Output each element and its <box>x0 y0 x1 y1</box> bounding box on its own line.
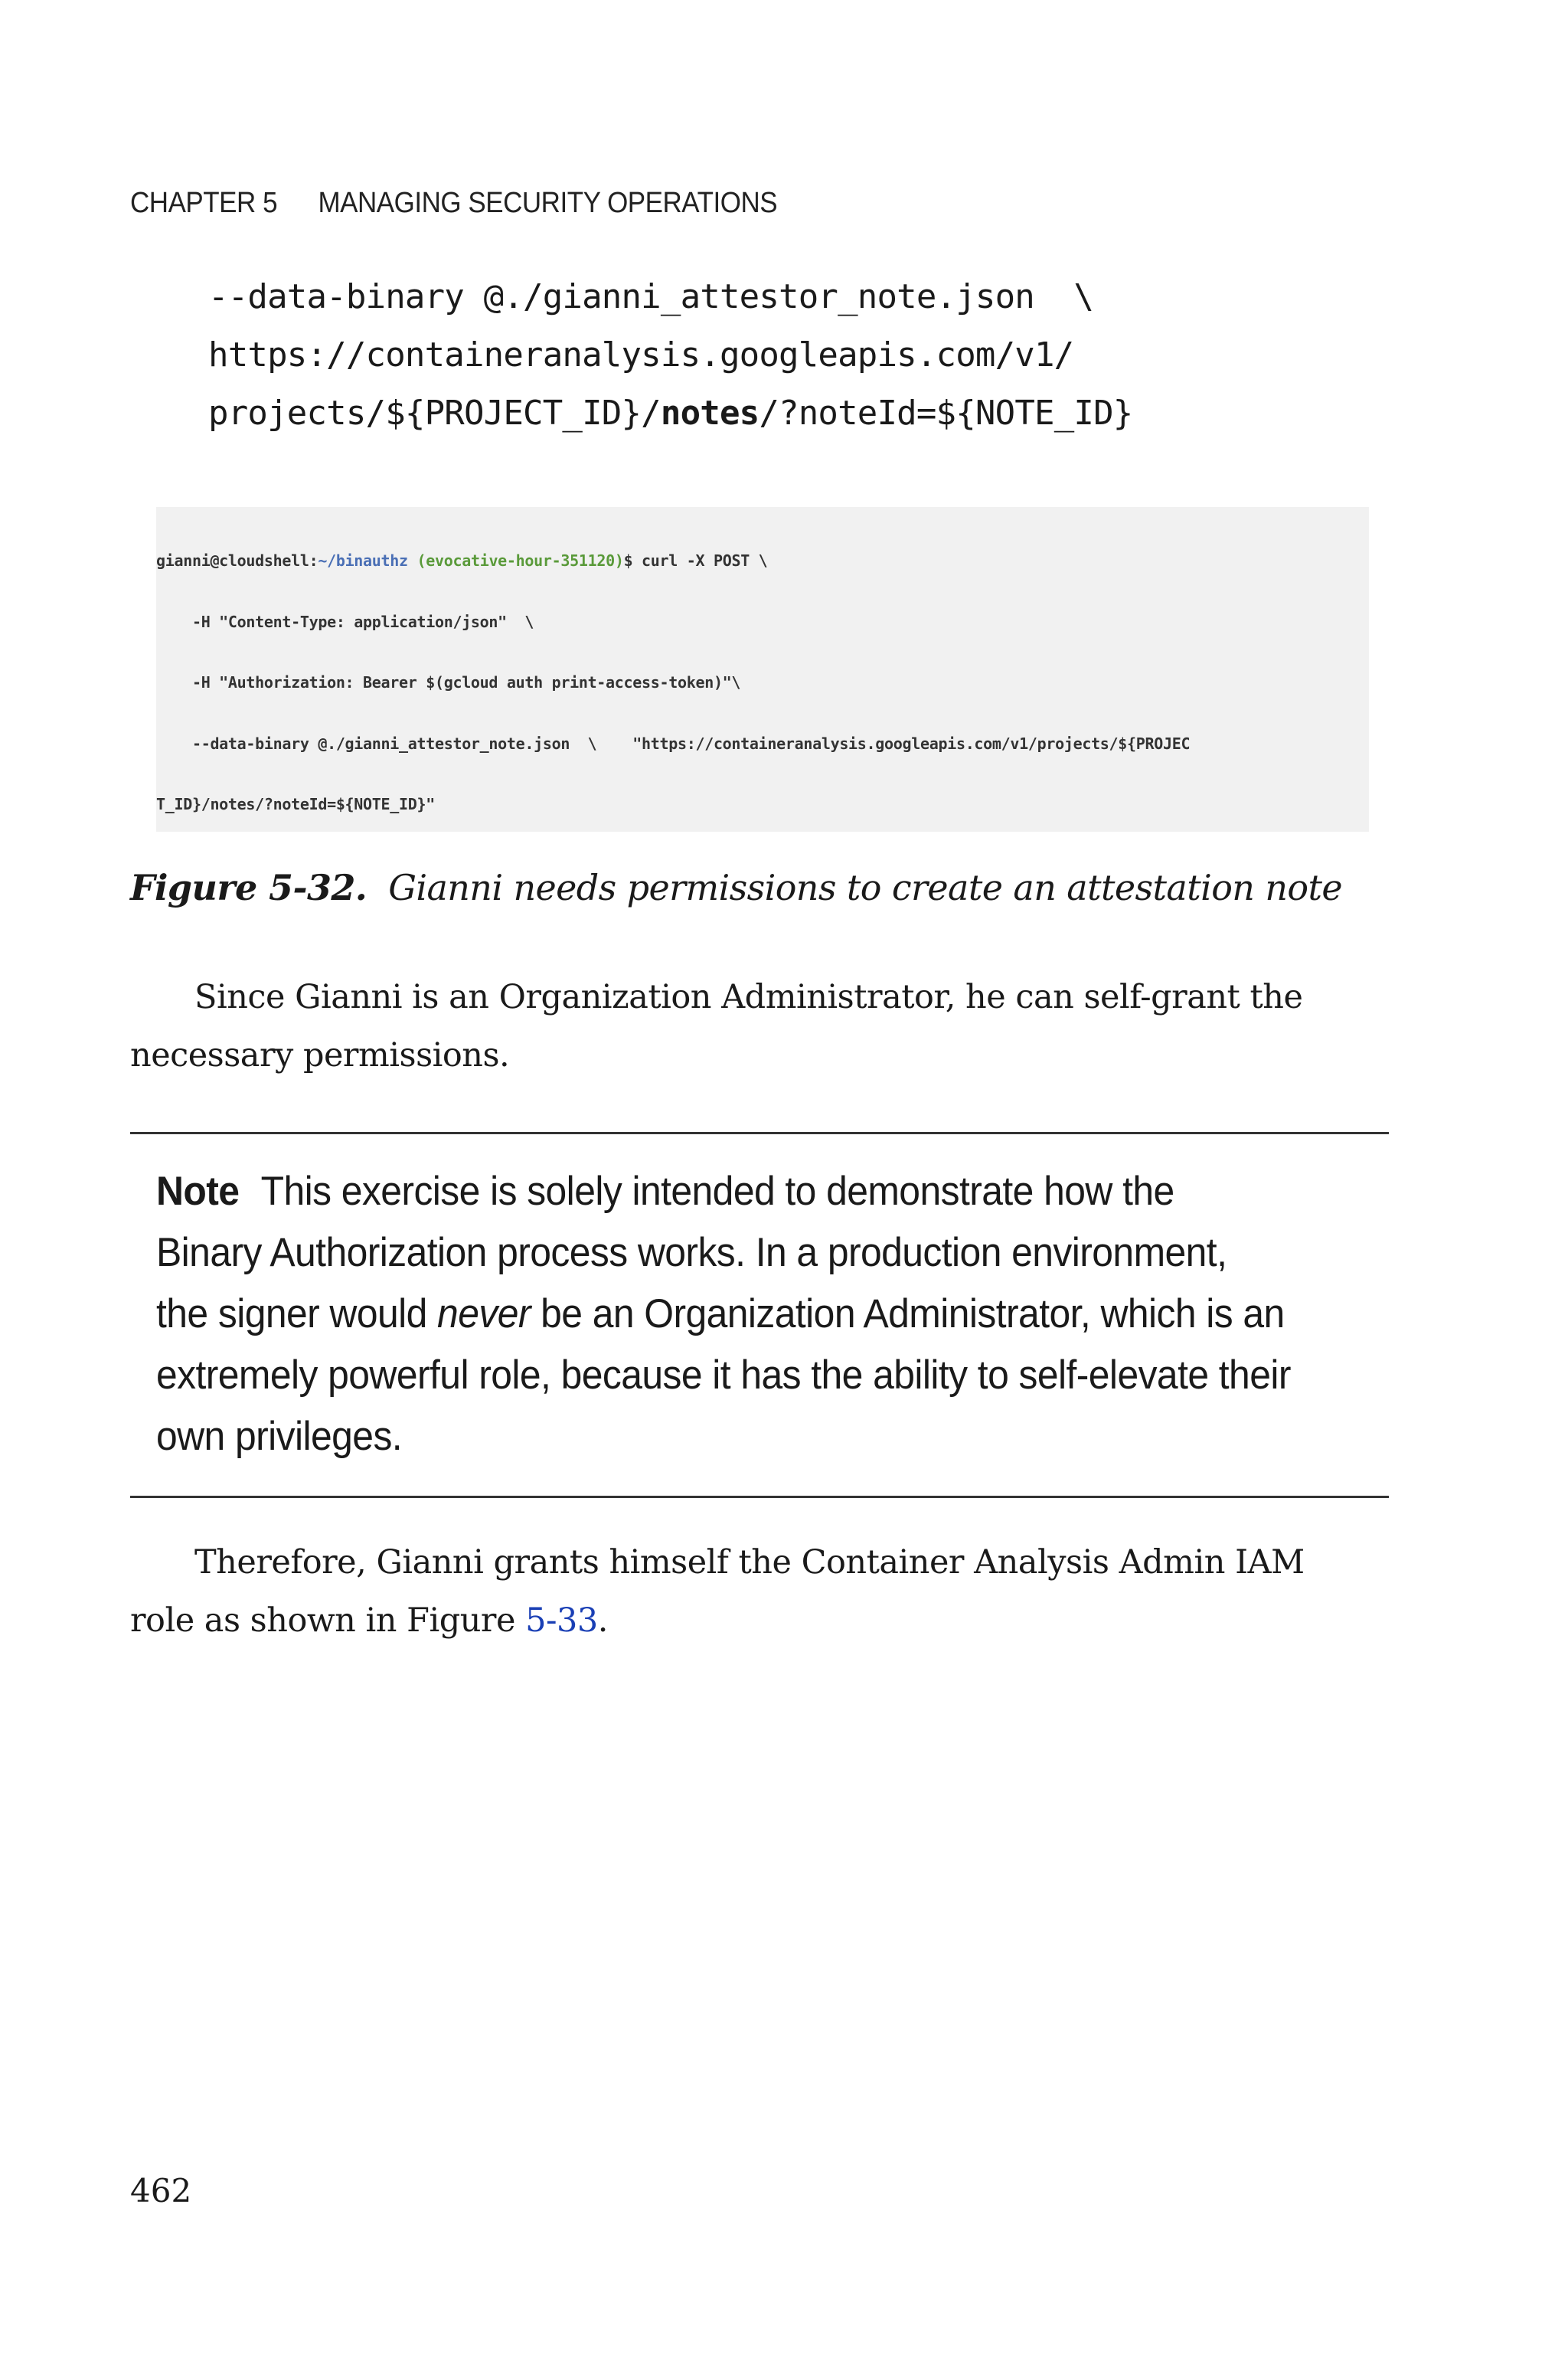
code-line <box>208 384 1132 443</box>
note-text: This exercise is solely intended to demonstrate how the <box>260 1169 1174 1214</box>
running-head <box>130 187 777 220</box>
terminal-line: -H "Content-Type: application/json" \ <box>156 612 534 631</box>
terminal-line: --data-binary @./gianni_attestor_note.json \ "https://containeranalysis.googleapis.com/v1/projects/${PROJEC <box>156 734 1191 753</box>
prompt-project: (evocative-hour-351120) <box>416 551 624 570</box>
note-line <box>156 1284 1301 1345</box>
terminal-screenshot <box>156 507 1369 832</box>
paragraph <box>130 1533 1386 1650</box>
note-line: own privileges. <box>156 1414 403 1459</box>
figure-caption-text: Gianni needs permissions to create an attestation note <box>388 867 1342 908</box>
paragraph-text: role as shown in Figure <box>130 1601 526 1640</box>
note-bottom-rule <box>130 1496 1389 1498</box>
code-line: --data-binary @./gianni_attestor_note.json \ <box>208 277 1094 316</box>
note-text: be an Organization Administrator, which is an <box>530 1291 1285 1336</box>
figure-link[interactable]: 5-33 <box>525 1601 598 1640</box>
paragraph-line <box>130 1591 1386 1650</box>
code-text: /?noteId=${NOTE_ID} <box>759 394 1133 433</box>
terminal-command: curl -X POST \ <box>632 551 768 570</box>
note-line <box>156 1161 1301 1222</box>
code-line: https://containeranalysis.googleapis.com/v1/ <box>208 335 1074 375</box>
paragraph-text: Therefore, Gianni grants himself the Container Analysis Admin IAM <box>194 1543 1305 1582</box>
figure-caption <box>130 867 1342 908</box>
code-block <box>208 268 1132 443</box>
terminal-line: T_ID}/notes/?noteId=${NOTE_ID}" <box>156 795 435 813</box>
code-bold-text: notes <box>660 394 760 433</box>
note-label: Note <box>156 1169 240 1214</box>
note-box <box>156 1161 1374 1467</box>
prompt-user: gianni@cloudshell: <box>156 551 318 570</box>
paragraph-line <box>130 1533 1386 1591</box>
note-text: the signer would <box>156 1291 438 1336</box>
code-text: projects/${PROJECT_ID}/ <box>208 394 661 433</box>
prompt-symbol: $ <box>623 551 633 570</box>
paragraph <box>130 968 1386 1084</box>
note-top-rule <box>130 1132 1389 1134</box>
figure-label: Figure 5-32. <box>130 867 368 908</box>
note-line: Binary Authorization process works. In a production environment, <box>156 1230 1227 1275</box>
paragraph-line: necessary permissions. <box>130 1036 510 1075</box>
paragraph-text: Since Gianni is an Organization Administrator, he can self-grant the <box>194 978 1303 1016</box>
paragraph-line <box>130 968 1386 1026</box>
terminal-line: -H "Authorization: Bearer $(gcloud auth print-access-token)"\ <box>156 673 741 692</box>
paragraph-text: . <box>597 1601 608 1640</box>
chapter-label: CHAPTER 5 <box>130 187 278 219</box>
page-number: 462 <box>130 2172 192 2210</box>
note-emphasis: never <box>437 1291 531 1336</box>
chapter-title: MANAGING SECURITY OPERATIONS <box>318 187 778 219</box>
prompt-path: ~/binauthz <box>318 551 408 570</box>
terminal-prompt-line <box>156 551 1369 571</box>
note-line: extremely powerful role, because it has the ability to self-elevate their <box>156 1353 1291 1398</box>
